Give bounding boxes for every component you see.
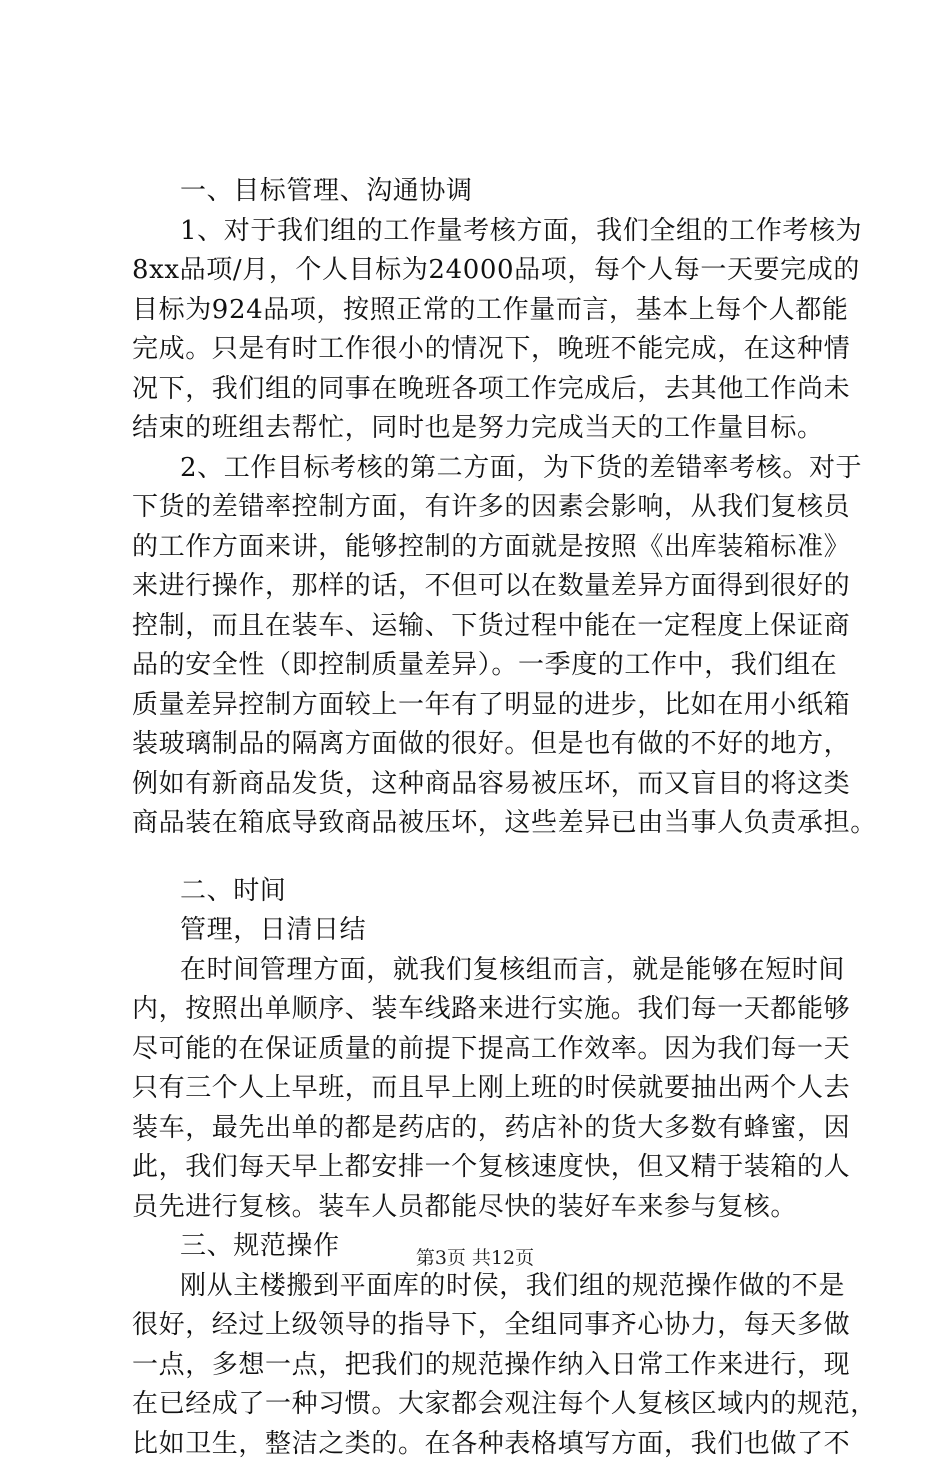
section-heading-time: 二、时间 — [132, 872, 852, 912]
paragraph-line: 很好，经过上级领导的指导下，全组同事齐心协力，每天多做 — [132, 1306, 852, 1346]
paragraph-line: 刚从主楼搬到平面库的时侯，我们组的规范操作做的不是 — [132, 1267, 852, 1307]
paragraph-line: 装玻璃制品的隔离方面做的很好。但是也有做的不好的地方， — [132, 725, 852, 765]
paragraph-line: 完成。只是有时工作很小的情况下，晚班不能完成，在这种情 — [132, 330, 852, 370]
paragraph-line: 在已经成了一种习惯。大家都会观注每个人复核区域内的规范， — [132, 1385, 852, 1425]
paragraph-line: 在时间管理方面，就我们复核组而言，就是能够在短时间 — [132, 951, 852, 991]
paragraph-line: 例如有新商品发货，这种商品容易被压坏，而又盲目的将这类 — [132, 765, 852, 805]
section-heading-standard-operation: 三、规范操作 — [132, 1227, 852, 1267]
paragraph-line: 一点，多想一点，把我们的规范操作纳入日常工作来进行，现 — [132, 1346, 852, 1386]
section-heading-goal-management: 一、目标管理、沟通协调 — [132, 172, 852, 212]
section-subheading-time-management: 管理，日清日结 — [132, 911, 852, 951]
paragraph-line: 的工作方面来讲，能够控制的方面就是按照《出库装箱标准》 — [132, 528, 852, 568]
paragraph-line: 内，按照出单顺序、装车线路来进行实施。我们每一天都能够 — [132, 990, 852, 1030]
paragraph-line: 只有三个人上早班，而且早上刚上班的时侯就要抽出两个人去 — [132, 1069, 852, 1109]
paragraph-line: 商品装在箱底导致商品被压坏，这些差异已由当事人负责承担。 — [132, 804, 852, 844]
paragraph-line: 质量差异控制方面较上一年有了明显的进步，比如在用小纸箱 — [132, 686, 852, 726]
document-body — [132, 172, 852, 1464]
paragraph-line: 装车，最先出单的都是药店的，药店补的货大多数有蜂蜜，因 — [132, 1109, 852, 1149]
paragraph-line: 员先进行复核。装车人员都能尽快的装好车来参与复核。 — [132, 1188, 852, 1228]
paragraph-line: 控制，而且在装车、运输、下货过程中能在一定程度上保证商 — [132, 607, 852, 647]
paragraph-line: 下货的差错率控制方面，有许多的因素会影响，从我们复核员 — [132, 488, 852, 528]
paragraph-line: 来进行操作，那样的话，不但可以在数量差异方面得到很好的 — [132, 567, 852, 607]
paragraph-line: 8xx品项/月，个人目标为24000品项，每个人每一天要完成的 — [132, 251, 852, 291]
page-number-footer: 第3页 共12页 — [0, 1243, 950, 1270]
paragraph-line: 结束的班组去帮忙，同时也是努力完成当天的工作量目标。 — [132, 409, 852, 449]
paragraph-line: 比如卫生，整洁之类的。在各种表格填写方面，我们也做了不 — [132, 1425, 852, 1464]
paragraph-line: 品的安全性（即控制质量差异）。一季度的工作中，我们组在 — [132, 646, 852, 686]
paragraph-line: 此，我们每天早上都安排一个复核速度快，但又精于装箱的人 — [132, 1148, 852, 1188]
paragraph-line: 2、工作目标考核的第二方面，为下货的差错率考核。对于 — [132, 449, 852, 489]
paragraph-line: 1、对于我们组的工作量考核方面，我们全组的工作考核为 — [132, 212, 852, 252]
paragraph-line: 尽可能的在保证质量的前提下提高工作效率。因为我们每一天 — [132, 1030, 852, 1070]
section-spacer — [132, 844, 852, 872]
paragraph-line: 况下，我们组的同事在晚班各项工作完成后，去其他工作尚未 — [132, 370, 852, 410]
paragraph-line: 目标为924品项，按照正常的工作量而言，基本上每个人都能 — [132, 291, 852, 331]
